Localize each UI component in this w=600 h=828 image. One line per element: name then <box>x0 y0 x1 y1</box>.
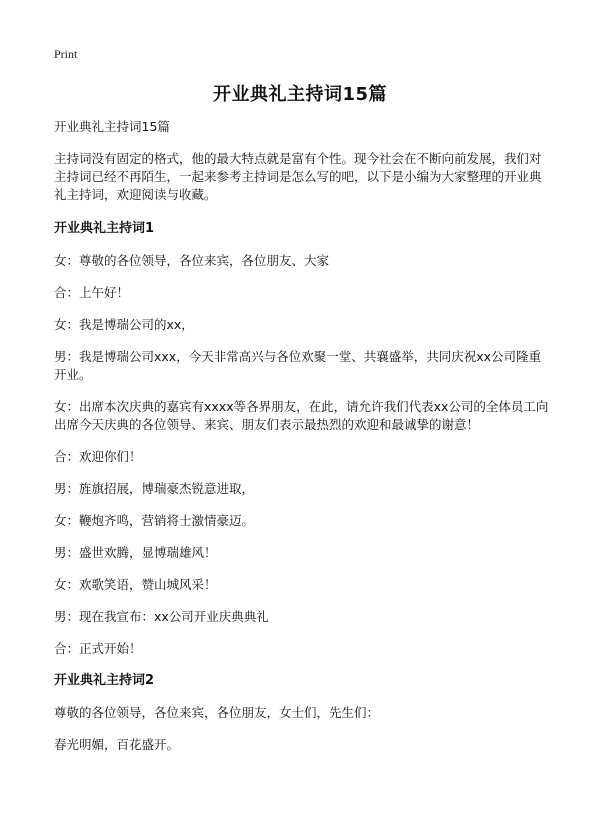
dialogue-line: 女：出席本次庆典的嘉宾有xxxx等各界朋友，在此，请允许我们代表xx公司的全体员工向出席今天庆典的各位领导、来宾、朋友们表示最热烈的欢迎和最诚挚的谢意！ <box>54 399 549 432</box>
dialogue-line: 女：欢歌笑语，赞山城风采！ <box>54 577 217 592</box>
intro-paragraph: 主持词没有固定的格式，他的最大特点就是富有个性。现今社会在不断向前发展，我们对主持词已经不再陌生，一起来参考主持词是怎么写的吧，以下是小编为大家整理的开业典礼主持词，欢迎阅读与收藏。 <box>54 151 542 202</box>
section-heading-2: 开业典礼主持词2 <box>54 673 155 688</box>
dialogue-line: 女：尊敬的各位领导，各位来宾，各位朋友、大家 <box>54 253 330 268</box>
section2-line: 春光明媚，百花盛开。 <box>54 737 180 752</box>
page-title: 开业典礼主持词15篇 <box>212 84 388 105</box>
dialogue-line: 男：盛世欢腾，显博瑞雄风！ <box>54 545 217 560</box>
dialogue-line: 合：正式开始！ <box>54 641 142 656</box>
document-subtitle: 开业典礼主持词15篇 <box>54 119 170 134</box>
dialogue-line: 合：欢迎你们！ <box>54 449 142 464</box>
dialogue-line: 男：现在我宣布：xx公司开业庆典典礼 <box>54 609 269 624</box>
section-heading-1: 开业典礼主持词1 <box>54 221 155 236</box>
dialogue-line: 合：上午好！ <box>54 285 130 300</box>
dialogue-line: 男：旌旗招展，博瑞豪杰锐意进取， <box>54 481 255 496</box>
dialogue-line: 男：我是博瑞公司xxx，今天非常高兴与各位欢聚一堂、共襄盛举，共同庆祝xx公司隆重开业。 <box>54 349 541 382</box>
dialogue-line: 女：我是博瑞公司的xx， <box>54 317 194 332</box>
document-body <box>54 118 550 768</box>
print-link[interactable]: Print <box>54 47 78 61</box>
dialogue-line: 女：鞭炮齐鸣，营销将士激情豪迈。 <box>54 513 255 528</box>
section2-line: 尊敬的各位领导，各位来宾，各位朋友，女士们，先生们： <box>54 705 380 720</box>
